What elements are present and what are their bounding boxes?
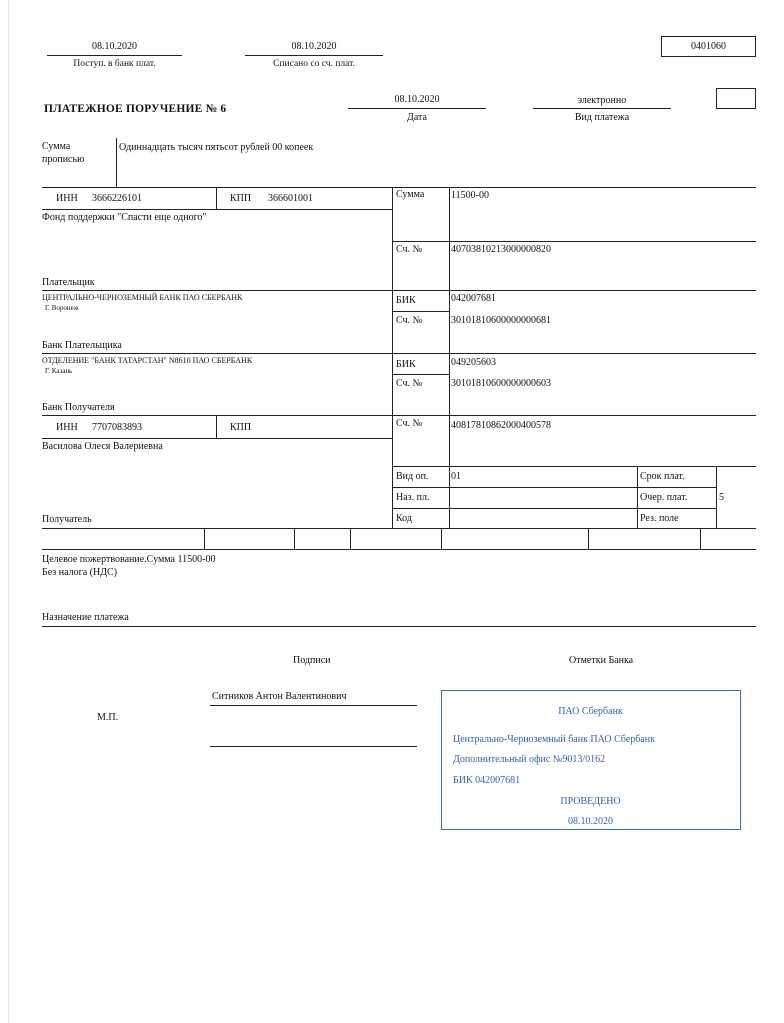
payer-label: Плательщик (42, 277, 95, 288)
payer-bank-account: 30101810600000000681 (451, 315, 551, 326)
recipient-kpp-label: КПП (230, 422, 252, 433)
tax-row-vline (588, 528, 589, 549)
grid-line (392, 374, 449, 375)
tax-row-vline (294, 528, 295, 549)
stamp-office: Дополнительный офис №9013/0162 (453, 754, 606, 765)
grid-line (42, 353, 756, 354)
payer-kpp-label: КПП (230, 193, 252, 204)
payment-type: электронно (577, 95, 627, 106)
code-label: Код (396, 513, 412, 524)
payer-inn-label: ИНН (56, 193, 78, 204)
received-date-line (47, 55, 182, 56)
payer-bank-name: ЦЕНТРАЛЬНО-ЧЕРНОЗЕМНЫЙ БАНК ПАО СБЕРБАНК (42, 293, 243, 302)
grid-vline (449, 187, 450, 528)
op-type-label: Вид оп. (396, 471, 429, 482)
payer-bank-bik: 042007681 (451, 293, 496, 304)
term-label: Срок плат. (640, 471, 685, 482)
order-date-label: Дата (407, 112, 427, 123)
signatures-label: Подписи (293, 655, 331, 666)
amount-words-label-1: Сумма (42, 141, 71, 152)
stamp-bank: ПАО Сбербанк (558, 706, 623, 717)
payer-kpp: 366601001 (268, 193, 313, 204)
grid-vline (216, 187, 217, 209)
grid-vline (392, 187, 393, 528)
grid-line (392, 241, 756, 242)
grid-line (392, 508, 716, 509)
recipient-bank-bik: 049205603 (451, 357, 496, 368)
received-date-label: Поступ. в банк плат. (73, 59, 156, 69)
order-title: ПЛАТЕЖНОЕ ПОРУЧЕНИЕ № 6 (44, 103, 227, 115)
recipient-inn-label: ИНН (56, 422, 78, 433)
priority-label: Очер. плат. (640, 492, 688, 503)
payer-bank-bik-label: БИК (396, 295, 416, 306)
recipient-name: Василова Олеся Валериевна (42, 441, 163, 452)
grid-line (392, 311, 449, 312)
bank-marks-label: Отметки Банка (569, 655, 634, 666)
recipient-label: Получатель (42, 514, 92, 525)
recipient-bank-city: Г. Казань (45, 367, 73, 375)
debited-date: 08.10.2020 (291, 41, 337, 52)
grid-line (42, 290, 756, 291)
grid-line (42, 209, 392, 210)
grid-line (42, 438, 392, 439)
purpose-label: Назначение платежа (42, 612, 129, 623)
amount-words-label-2: прописью (42, 154, 85, 165)
recipient-inn: 7707083893 (92, 422, 142, 433)
recipient-bank-bik-label: БИК (396, 359, 416, 370)
grid-line (42, 187, 756, 188)
grid-vline (216, 415, 217, 438)
payer-name: Фонд поддержки "Спасти еще одного" (42, 212, 207, 223)
payer-amount: 11500-00 (451, 190, 489, 201)
order-date-line (348, 108, 486, 109)
purpose-line-1: Целевое пожертвование.Сумма 11500-00 (42, 554, 216, 565)
tax-row-vline (441, 528, 442, 549)
seal-label: М.П. (97, 712, 119, 723)
purpose-line-2: Без налога (НДС) (42, 567, 118, 578)
payer-inn: 3666226101 (92, 193, 142, 204)
bank-stamp (441, 690, 741, 830)
recipient-bank-account: 30101810600000000603 (451, 378, 551, 389)
payer-amount-label: Сумма (396, 189, 425, 200)
stamp-branch: Центрально-Черноземный банк ПАО Сбербанк (453, 734, 656, 745)
received-date: 08.10.2020 (92, 41, 137, 52)
order-date: 08.10.2020 (394, 94, 440, 105)
grid-vline (716, 466, 717, 528)
payment-type-label: Вид платежа (574, 112, 630, 123)
signature-line-1 (210, 705, 417, 706)
recipient-account-label: Сч. № (396, 418, 423, 429)
amount-words-divider (116, 138, 117, 187)
recipient-account: 40817810862000400578 (451, 420, 551, 431)
grid-line (42, 528, 756, 529)
grid-line (42, 415, 756, 416)
signer-name: Ситников Антон Валентинович (212, 691, 347, 702)
amount-words-value: Одиннадцать тысяч пятьсот рублей 00 копеек (119, 142, 314, 153)
purpose-code-label: Наз. пл. (396, 492, 430, 503)
grid-line (42, 549, 756, 550)
scan-edge (8, 0, 9, 1023)
purpose-line (42, 626, 756, 627)
stamp-bik: БИК 042007681 (453, 775, 521, 786)
tax-row-vline (700, 528, 701, 549)
stamp-status: ПРОВЕДЕНО (560, 796, 621, 807)
payer-bank-city: Г. Воронеж (45, 304, 79, 312)
recipient-bank-account-label: Сч. № (396, 378, 423, 389)
grid-vline (637, 466, 638, 528)
stamp-date: 08.10.2020 (568, 816, 613, 827)
recipient-bank-name: ОТДЕЛЕНИЕ "БАНК ТАТАРСТАН" N8610 ПАО СБЕРБАНК (42, 356, 253, 365)
empty-code-box (716, 88, 756, 109)
debited-date-line (245, 55, 383, 56)
priority-value: 5 (719, 492, 724, 503)
payment-type-line (533, 108, 671, 109)
reserve-label: Рез. поле (640, 513, 679, 524)
payer-bank-account-label: Сч. № (396, 315, 423, 326)
payer-account-label: Сч. № (396, 244, 423, 255)
form-code: 0401060 (691, 41, 726, 52)
tax-row-vline (204, 528, 205, 549)
recipient-bank-label: Банк Получателя (42, 402, 115, 413)
grid-line (392, 487, 716, 488)
debited-date-label: Списано со сч. плат. (273, 59, 355, 69)
payer-account: 40703810213000000820 (451, 244, 551, 255)
grid-line (392, 466, 756, 467)
tax-row-vline (350, 528, 351, 549)
payer-bank-label: Банк Плательщика (42, 340, 122, 351)
signature-line-2 (210, 746, 417, 747)
op-type: 01 (451, 471, 461, 482)
